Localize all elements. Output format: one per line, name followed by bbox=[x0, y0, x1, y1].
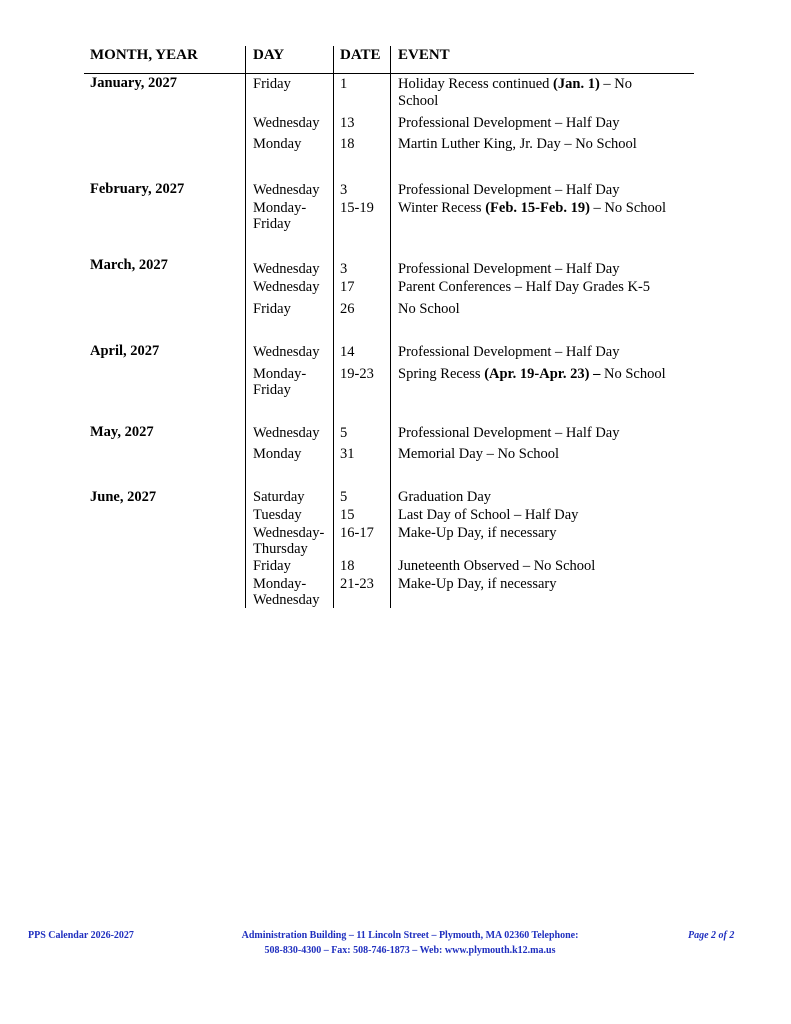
event-text: Spring Recess bbox=[398, 366, 485, 382]
day-cell: Monday- bbox=[253, 366, 307, 382]
day-cell-continued: Wednesday bbox=[253, 592, 320, 608]
event-text: Winter Recess bbox=[398, 200, 486, 216]
footer-address-line: Administration Building – 11 Lincoln Street – Plymouth, MA 02360 Telephone: bbox=[241, 930, 579, 941]
date-cell: 17 bbox=[340, 279, 355, 295]
day-cell-continued: Thursday bbox=[253, 541, 308, 557]
event-text: – No School bbox=[589, 200, 667, 216]
date-cell: 21-23 bbox=[340, 576, 374, 592]
event-cell: Professional Development – Half Day bbox=[398, 344, 620, 360]
day-cell: Friday bbox=[253, 76, 291, 92]
event-cell-continued: School bbox=[398, 93, 439, 109]
day-cell: Monday- bbox=[253, 200, 307, 216]
header-month-year: MONTH, YEAR bbox=[90, 47, 198, 63]
date-cell: 19-23 bbox=[340, 366, 374, 382]
date-cell: 18 bbox=[340, 558, 355, 574]
event-cell: Professional Development – Half Day bbox=[398, 182, 620, 198]
day-cell: Monday bbox=[253, 446, 302, 462]
date-cell: 18 bbox=[340, 136, 355, 152]
day-cell: Monday- bbox=[253, 576, 307, 592]
day-cell: Wednesday bbox=[253, 425, 320, 441]
event-cell: Professional Development – Half Day bbox=[398, 425, 620, 441]
event-cell bbox=[398, 76, 632, 92]
event-text: Holiday Recess continued bbox=[398, 76, 554, 92]
month-january: January, 2027 bbox=[90, 75, 178, 91]
day-cell: Wednesday bbox=[253, 182, 320, 198]
month-april: April, 2027 bbox=[90, 343, 160, 359]
event-cell: Professional Development – Half Day bbox=[398, 261, 620, 277]
day-cell: Tuesday bbox=[253, 507, 302, 523]
footer-phone-web-line: 508-830-4300 – Fax: 508-746-1873 – Web: www.plymouth.k12.ma.us bbox=[264, 945, 556, 956]
event-date-range: (Apr. 19-Apr. 23) – bbox=[484, 366, 601, 382]
month-february: February, 2027 bbox=[90, 181, 185, 197]
date-cell: 3 bbox=[340, 261, 348, 277]
header-event: EVENT bbox=[398, 47, 450, 63]
column-divider-date bbox=[333, 46, 334, 608]
day-cell: Wednesday bbox=[253, 115, 320, 131]
day-cell: Friday bbox=[253, 558, 291, 574]
date-cell: 3 bbox=[340, 182, 348, 198]
date-cell: 15 bbox=[340, 507, 355, 523]
day-cell: Wednesday bbox=[253, 261, 320, 277]
event-cell: Make-Up Day, if necessary bbox=[398, 525, 557, 541]
event-cell: Martin Luther King, Jr. Day – No School bbox=[398, 136, 637, 152]
date-cell: 31 bbox=[340, 446, 355, 462]
date-cell: 13 bbox=[340, 115, 355, 131]
day-cell: Wednesday- bbox=[253, 525, 325, 541]
date-cell: 1 bbox=[340, 76, 348, 92]
day-cell: Monday bbox=[253, 136, 302, 152]
date-cell: 16-17 bbox=[340, 525, 374, 541]
event-date-range: (Jan. 1) bbox=[553, 76, 600, 92]
event-date-range: (Feb. 15-Feb. 19) bbox=[485, 200, 590, 216]
header-date: DATE bbox=[340, 47, 381, 63]
footer-page-number: Page 2 of 2 bbox=[688, 930, 735, 941]
event-cell: No School bbox=[398, 301, 460, 317]
day-cell: Wednesday bbox=[253, 344, 320, 360]
month-may: May, 2027 bbox=[90, 424, 154, 440]
month-june: June, 2027 bbox=[90, 489, 157, 505]
event-cell bbox=[398, 200, 666, 216]
event-cell bbox=[398, 366, 666, 382]
footer-document-title: PPS Calendar 2026-2027 bbox=[28, 930, 134, 941]
header-day: DAY bbox=[253, 47, 285, 63]
day-cell-continued: Friday bbox=[253, 216, 291, 232]
month-march: March, 2027 bbox=[90, 257, 168, 273]
event-cell: Memorial Day – No School bbox=[398, 446, 560, 462]
column-divider-event bbox=[390, 46, 391, 608]
event-cell: Juneteenth Observed – No School bbox=[398, 558, 596, 574]
event-cell: Professional Development – Half Day bbox=[398, 115, 620, 131]
event-cell: Make-Up Day, if necessary bbox=[398, 576, 557, 592]
date-cell: 5 bbox=[340, 489, 348, 505]
day-cell: Friday bbox=[253, 301, 291, 317]
column-divider-day bbox=[245, 46, 246, 608]
event-cell: Last Day of School – Half Day bbox=[398, 507, 579, 523]
footer-contact-info bbox=[205, 928, 615, 958]
event-cell: Parent Conferences – Half Day Grades K-5 bbox=[398, 279, 651, 295]
date-cell: 15-19 bbox=[340, 200, 374, 216]
day-cell-continued: Friday bbox=[253, 382, 291, 398]
day-cell: Saturday bbox=[253, 489, 305, 505]
event-text: No School bbox=[600, 366, 666, 382]
header-underline bbox=[84, 73, 694, 74]
event-text: – No bbox=[599, 76, 633, 92]
day-cell: Wednesday bbox=[253, 279, 320, 295]
date-cell: 26 bbox=[340, 301, 355, 317]
event-cell: Graduation Day bbox=[398, 489, 492, 505]
date-cell: 14 bbox=[340, 344, 355, 360]
date-cell: 5 bbox=[340, 425, 348, 441]
